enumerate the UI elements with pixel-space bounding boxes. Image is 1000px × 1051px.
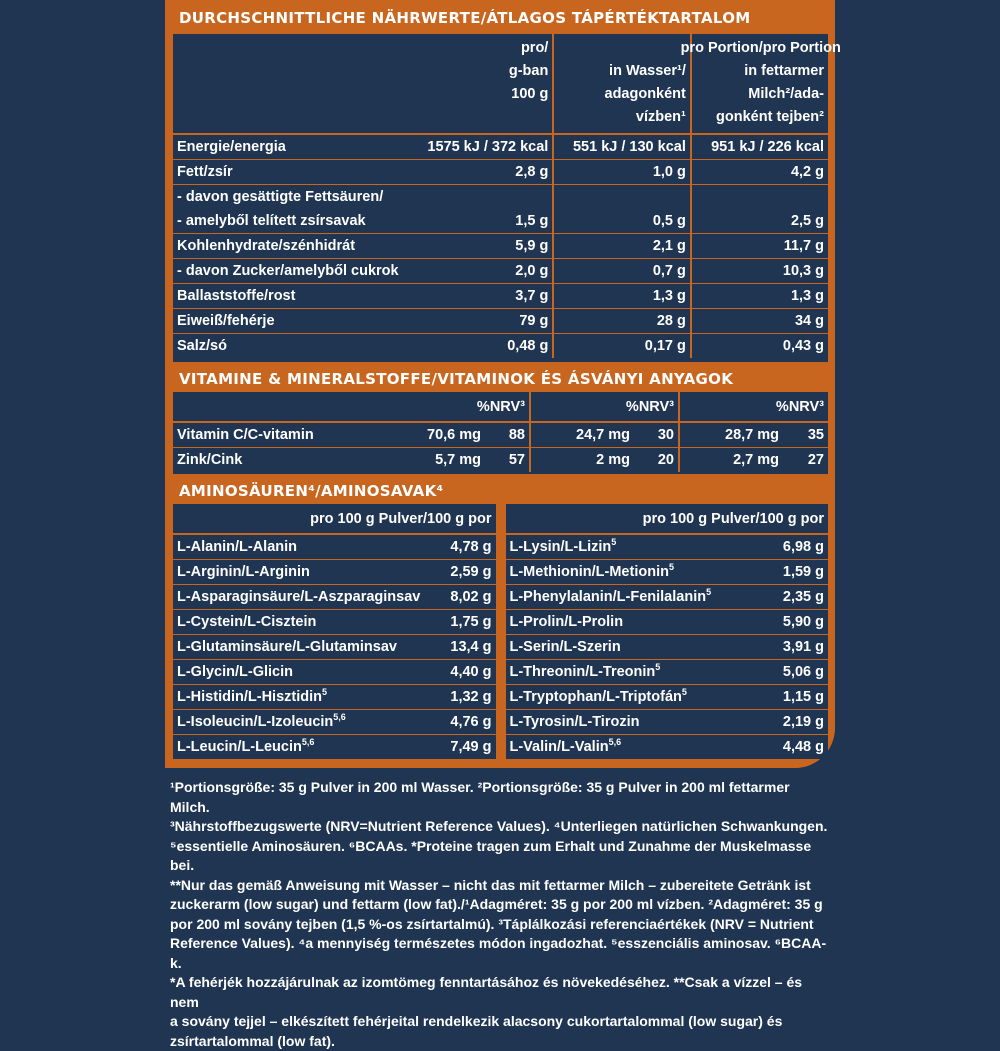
footnote-line: Reference Values). ⁴a mennyiség természetes módon ingadozhat. ⁵esszenciális aminosav. ⁶BCAA-k. xyxy=(170,934,830,973)
amino-label: L-Isoleucin/L-Izoleucin$^{5,6}$ xyxy=(173,710,424,735)
amount-milk: 2,7 mg xyxy=(679,448,783,473)
amino-label: L-Valin/L-Valin$^{5,6}$ xyxy=(506,735,746,760)
nutrition-row xyxy=(173,209,828,234)
footnote-marker: 5 xyxy=(706,587,711,597)
value-milk: 34 g xyxy=(691,309,828,334)
nutrient-label: Fett/zsír xyxy=(173,160,403,185)
value-milk: 11,7 g xyxy=(691,234,828,259)
nutrition-header-per100g: pro/ g-ban 100 g xyxy=(403,34,554,134)
amino-value: 3,91 g xyxy=(746,635,828,660)
amino-left-header: pro 100 g Pulver/100 g por xyxy=(173,504,496,534)
footnotes xyxy=(170,778,830,1051)
nrv-per-100g: 57 xyxy=(485,448,530,473)
nrv-header-2: %NRV³ xyxy=(530,392,679,422)
amino-value: 6,98 g xyxy=(746,534,828,560)
nutrition-row xyxy=(173,160,828,185)
amino-right-header: pro 100 g Pulver/100 g por xyxy=(506,504,829,534)
value-milk: 10,3 g xyxy=(691,259,828,284)
amino-value: 1,59 g xyxy=(746,560,828,585)
value-water xyxy=(553,185,691,210)
amino-value: 4,76 g xyxy=(424,710,495,735)
amino-value: 13,4 g xyxy=(424,635,495,660)
nutrition-row xyxy=(173,134,828,160)
nutrient-label: Salz/só xyxy=(173,334,403,359)
amino-label: L-Leucin/L-Leucin$^{5,6}$ xyxy=(173,735,424,760)
nutrient-label: - davon Zucker/amelyből cukrok xyxy=(173,259,403,284)
amino-row xyxy=(173,635,496,660)
footnote-marker: 5 xyxy=(655,662,660,672)
value-milk xyxy=(691,185,828,210)
nrv-header-1: %NRV³ xyxy=(419,392,530,422)
amino-label: L-Tryptophan/L-Triptofán$^5$ xyxy=(506,685,746,710)
nrv-milk: 27 xyxy=(783,448,828,473)
vitamins-panel xyxy=(173,392,828,474)
amino-value: 8,02 g xyxy=(424,585,495,610)
footnote-line: **Nur das gemäß Anweisung mit Wasser – nicht das mit fettarmer Milch – zubereitete Getränk ist xyxy=(170,876,830,896)
amino-label: L-Histidin/L-Hisztidin$^5$ xyxy=(173,685,424,710)
nrv-header-3: %NRV³ xyxy=(679,392,828,422)
footnote-marker: 5 xyxy=(682,687,687,697)
value-water: 0,7 g xyxy=(553,259,691,284)
amino-row xyxy=(506,635,829,660)
nutrition-row xyxy=(173,334,828,359)
nutrition-row xyxy=(173,284,828,309)
value-water: 551 kJ / 130 kcal xyxy=(553,134,691,160)
value-per-100g: 1,5 g xyxy=(403,209,554,234)
nutrient-label: Energie/energia xyxy=(173,134,403,160)
nutrition-section-title: DURCHSCHNITTLICHE NÄHRWERTE/ÁTLAGOS TÁPÉRTÉKTARTALOM xyxy=(173,4,750,32)
value-milk: 2,5 g xyxy=(691,209,828,234)
footnote-marker: 5 xyxy=(669,562,674,572)
value-per-100g: 1575 kJ / 372 kcal xyxy=(403,134,554,160)
amino-label: L-Phenylalanin/L-Fenilalanin$^5$ xyxy=(506,585,746,610)
nrv-per-100g: 88 xyxy=(485,422,530,448)
amino-label: L-Threonin/L-Treonin$^5$ xyxy=(506,660,746,685)
amino-section-title: AMINOSÄUREN⁴/AMINOSAVAK⁴ xyxy=(173,477,443,505)
amino-left-column xyxy=(173,504,496,759)
amino-row xyxy=(173,660,496,685)
amino-value: 4,40 g xyxy=(424,660,495,685)
value-per-100g: 0,48 g xyxy=(403,334,554,359)
amino-row xyxy=(173,585,496,610)
amount-water: 2 mg xyxy=(530,448,634,473)
amino-value: 7,49 g xyxy=(424,735,495,760)
amino-label: L-Alanin/L-Alanin xyxy=(173,534,424,560)
nrv-water: 30 xyxy=(634,422,679,448)
amino-label: L-Cystein/L-Cisztein xyxy=(173,610,424,635)
footnote-marker: 5 xyxy=(611,537,616,547)
amino-row xyxy=(506,660,829,685)
nutrition-header-water: pro Portion/pro Portion in Wasser¹/ adagonként vízben¹ xyxy=(553,34,691,134)
nutrition-rows xyxy=(173,134,828,358)
amino-label: L-Lysin/L-Lizin$^5$ xyxy=(506,534,746,560)
amino-label: L-Prolin/L-Prolin xyxy=(506,610,746,635)
footnote-marker: 5,6 xyxy=(333,712,346,722)
amino-value: 2,19 g xyxy=(746,710,828,735)
nutrition-header-milk: in fettarmer Milch²/ada- gonként tejben² xyxy=(691,34,828,134)
amino-value: 2,59 g xyxy=(424,560,495,585)
amino-row xyxy=(506,560,829,585)
value-per-100g: 79 g xyxy=(403,309,554,334)
footnote-line: a sovány tejjel – elkészített fehérjeital rendelkezik alacsony cukortartalommal (low sugar) és xyxy=(170,1012,830,1032)
value-per-100g: 2,8 g xyxy=(403,160,554,185)
value-water: 0,5 g xyxy=(553,209,691,234)
vitamin-row xyxy=(173,422,828,448)
footnote-line: *A fehérjék hozzájárulnak az izomtömeg fenntartásához és növekedéséhez. **Csak a vízzel – és nem xyxy=(170,973,830,1012)
nutrition-row xyxy=(173,259,828,284)
footnote-line: ⁵essentielle Aminosäuren. ⁶BCAAs. *Proteine tragen zum Erhalt und Zunahme der Muskelmasse bei. xyxy=(170,837,830,876)
footnote-marker: 5 xyxy=(322,687,327,697)
amino-row xyxy=(506,585,829,610)
value-milk: 0,43 g xyxy=(691,334,828,359)
amount-per-100g: 5,7 mg xyxy=(419,448,485,473)
value-water: 2,1 g xyxy=(553,234,691,259)
amino-value: 2,35 g xyxy=(746,585,828,610)
amino-row xyxy=(506,610,829,635)
value-water: 1,3 g xyxy=(553,284,691,309)
nrv-milk: 35 xyxy=(783,422,828,448)
amino-left-table xyxy=(173,504,496,759)
value-water: 0,17 g xyxy=(553,334,691,359)
amino-value: 5,06 g xyxy=(746,660,828,685)
amino-row xyxy=(173,560,496,585)
amino-row xyxy=(506,710,829,735)
amino-label: L-Methionin/L-Metionin$^5$ xyxy=(506,560,746,585)
nutrient-label: Kohlenhydrate/szénhidrát xyxy=(173,234,403,259)
footnote-line: ³Nährstoffbezugswerte (NRV=Nutrient Reference Values). ⁴Unterliegen natürlichen Schwankungen. xyxy=(170,817,830,837)
nutrition-table xyxy=(173,34,828,358)
nutrition-panel xyxy=(173,34,828,362)
amino-label: L-Glutaminsäure/L-Glutaminsav xyxy=(173,635,424,660)
nutrient-label: - amelyből telített zsírsavak xyxy=(173,209,403,234)
amount-water: 24,7 mg xyxy=(530,422,634,448)
value-milk: 951 kJ / 226 kcal xyxy=(691,134,828,160)
amino-label: L-Glycin/L-Glicin xyxy=(173,660,424,685)
vitamin-row xyxy=(173,448,828,473)
footnote-line: por 200 ml sovány tejben (1,5 %-os zsírtartalmú). ³Táplálkozási referenciaértékek (NRV = Nutrient xyxy=(170,915,830,935)
amino-value: 5,90 g xyxy=(746,610,828,635)
value-per-100g: 3,7 g xyxy=(403,284,554,309)
amino-panel xyxy=(173,504,828,758)
value-water: 1,0 g xyxy=(553,160,691,185)
nutrient-label: Eiweiß/fehérje xyxy=(173,309,403,334)
footnote-marker: 5,6 xyxy=(302,737,315,747)
vitamins-table xyxy=(173,392,828,472)
value-per-100g xyxy=(403,185,554,210)
nutrient-label: Ballaststoffe/rost xyxy=(173,284,403,309)
amino-row xyxy=(173,610,496,635)
nutrition-row xyxy=(173,185,828,210)
value-milk: 1,3 g xyxy=(691,284,828,309)
value-per-100g: 5,9 g xyxy=(403,234,554,259)
amino-right-column xyxy=(506,504,829,759)
footnote-line: zsírtartalommal (low fat). xyxy=(170,1032,830,1051)
amino-right-table xyxy=(506,504,829,759)
amount-milk: 28,7 mg xyxy=(679,422,783,448)
vitamin-rows xyxy=(173,422,828,472)
footnote-marker: 5,6 xyxy=(609,737,622,747)
value-per-100g: 2,0 g xyxy=(403,259,554,284)
amino-value: 1,75 g xyxy=(424,610,495,635)
footnote-line: ¹Portionsgröße: 35 g Pulver in 200 ml Wasser. ²Portionsgröße: 35 g Pulver in 200 ml fettarmer Milch. xyxy=(170,778,830,817)
amino-row xyxy=(506,534,829,560)
amino-row xyxy=(173,534,496,560)
amino-value: 4,78 g xyxy=(424,534,495,560)
amino-label: L-Serin/L-Szerin xyxy=(506,635,746,660)
nutrition-row xyxy=(173,309,828,334)
amino-row xyxy=(173,735,496,760)
amino-value: 1,15 g xyxy=(746,685,828,710)
vitamin-label: Vitamin C/C-vitamin xyxy=(173,422,419,448)
amino-label: L-Arginin/L-Arginin xyxy=(173,560,424,585)
vitamin-label: Zink/Cink xyxy=(173,448,419,473)
amino-label: L-Tyrosin/L-Tirozin xyxy=(506,710,746,735)
nutrient-label: - davon gesättigte Fettsäuren/ xyxy=(173,185,403,210)
amino-row xyxy=(506,735,829,760)
nutrition-row xyxy=(173,234,828,259)
amino-value: 1,32 g xyxy=(424,685,495,710)
amount-per-100g: 70,6 mg xyxy=(419,422,485,448)
amino-row xyxy=(506,685,829,710)
footnote-line: zuckerarm (low sugar) und fettarm (low fat)./¹Adagméret: 35 g por 200 ml vízben. ²Adagméret: 35 g xyxy=(170,895,830,915)
value-milk: 4,2 g xyxy=(691,160,828,185)
amino-row xyxy=(173,685,496,710)
amino-value: 4,48 g xyxy=(746,735,828,760)
amino-label: L-Asparaginsäure/L-Aszparaginsav xyxy=(173,585,424,610)
amino-row xyxy=(173,710,496,735)
nrv-water: 20 xyxy=(634,448,679,473)
vitamins-section-title: VITAMINE & MINERALSTOFFE/VITAMINOK ÉS ÁSVÁNYI ANYAGOK xyxy=(173,365,733,393)
value-water: 28 g xyxy=(553,309,691,334)
